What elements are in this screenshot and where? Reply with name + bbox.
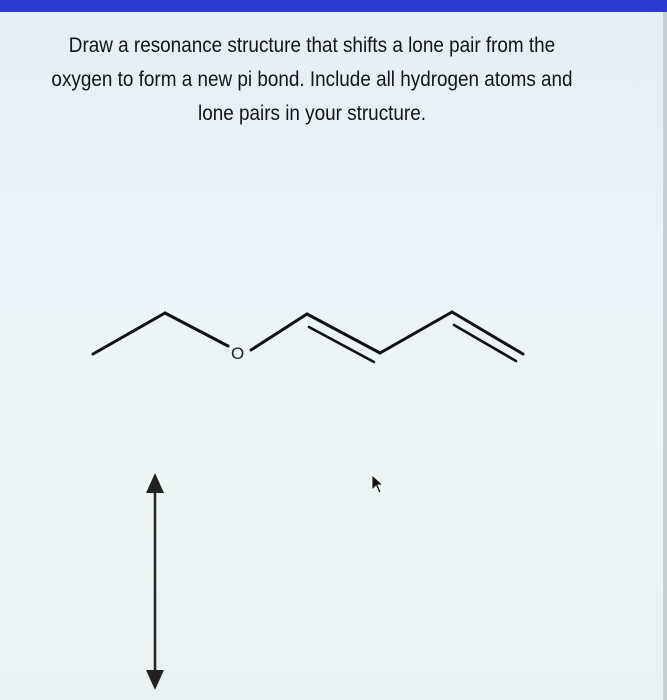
- bond-c3-c4[interactable]: [307, 314, 380, 353]
- mouse-pointer-icon: [372, 475, 383, 493]
- bond-o-c3[interactable]: [251, 314, 307, 350]
- window-right-edge: [663, 12, 667, 700]
- vertical-double-arrow-icon[interactable]: [146, 473, 164, 690]
- bond-c2-o[interactable]: [165, 313, 228, 346]
- bond-c1-c2[interactable]: [93, 313, 165, 354]
- oxygen-atom-label[interactable]: O: [231, 344, 245, 363]
- question-line-1: Draw a resonance structure that shifts a lone pair from the: [68, 34, 556, 57]
- bond-c4-c5[interactable]: [380, 312, 452, 353]
- molecule-structure[interactable]: [93, 312, 523, 362]
- bond-c5-c6[interactable]: [452, 312, 523, 354]
- question-line-2: oxygen to form a new pi bond. Include all hydrogen atoms and: [51, 68, 573, 91]
- question-line-3: lone pairs in your structure.: [198, 102, 426, 125]
